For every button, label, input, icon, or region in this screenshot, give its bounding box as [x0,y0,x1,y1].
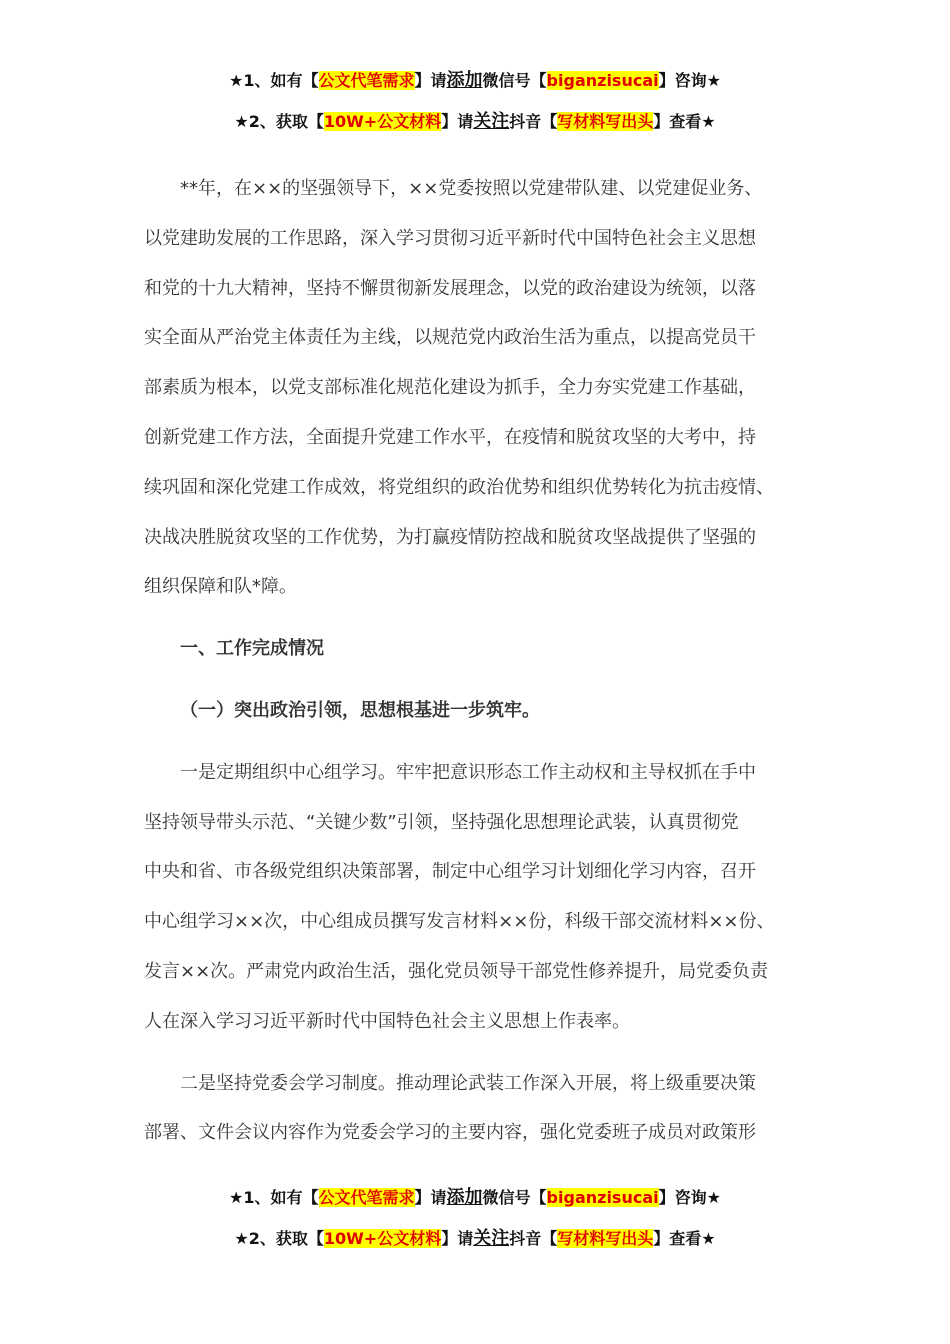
text-line: 决战决胜脱贫攻坚的工作优势，为打赢疫情防控战和脱贫攻坚战提供了坚强的 [144,526,756,548]
ad-highlight: 公文代笔需求 [318,71,415,90]
ad-suffix: 】咨询★ [658,71,721,90]
ad-highlight: 公文代笔需求 [318,1188,415,1207]
text-line: 以党建助发展的工作思路，深入学习贯彻习近平新时代中国特色社会主义思想 [144,227,756,249]
text-line: 实全面从严治党主体责任为主线，以规范党内政治生活为重点，以提高党员干 [144,327,756,349]
text-line: 中央和省、市各级党组织决策部署，制定中心组学习计划细化学习内容，召开 [144,861,756,883]
ad-line-bottom-2 [0,1228,950,1250]
text-line: 创新党建工作方法，全面提升党建工作水平，在疫情和脱贫攻坚的大考中，持 [144,426,756,448]
ad-text: 】请 [414,1188,447,1207]
ad-prefix: ★1、如有【 [229,1188,319,1207]
text-line: 一是定期组织中心组学习。牢牢把意识形态工作主动权和主导权抓在手中 [180,761,756,783]
ad-emphasis: 添加 [446,1187,483,1208]
ad-prefix: ★2、获取【 [234,1229,324,1248]
ad-line-top-1 [0,70,950,92]
ad-suffix: 】查看★ [653,112,716,131]
ad-line-bottom-1 [0,1187,950,1209]
text-line: 部素质为根本，以党支部标准化规范化建设为抓手，全力夯实党建工作基础， [144,377,756,399]
ad-suffix: 】咨询★ [658,1188,721,1207]
ad-emphasis: 添加 [446,70,483,91]
ad-text: 抖音【 [509,1229,558,1248]
text-line: 人在深入学习习近平新时代中国特色社会主义思想上作表率。 [144,1010,630,1032]
document-body [144,164,824,1158]
ad-highlight: biganzisucai [546,1188,659,1207]
ad-suffix: 】查看★ [653,1229,716,1248]
text-line: 坚持领导带头示范、“关键少数”引领，坚持强化思想理论武装，认真贯彻党 [144,811,739,833]
ad-text: 】请 [414,71,447,90]
ad-text: 抖音【 [509,112,558,131]
text-line: 和党的十九大精神，坚持不懈贯彻新发展理念，以党的政治建设为统领，以落 [144,277,756,299]
text-line: 组织保障和队*障。 [144,576,297,598]
ad-text: 】请 [441,1229,474,1248]
text-line: 部署、文件会议内容作为党委会学习的主要内容，强化党委班子成员对政策形 [144,1122,756,1144]
ad-highlight: biganzisucai [546,71,659,90]
ad-highlight: 10W+公文材料 [323,1229,442,1248]
subsection-heading: （一）突出政治引领，思想根基进一步筑牢。 [180,699,540,721]
text-line: 续巩固和深化党建工作成效，将党组织的政治优势和组织优势转化为抗击疫情、 [144,476,774,498]
body-paragraph [144,748,824,1047]
ad-prefix: ★1、如有【 [229,71,319,90]
text-line: **年，在××的坚强领导下，××党委按照以党建带队建、以党建促业务、 [180,178,763,199]
ad-highlight: 写材料写出头 [557,1229,654,1248]
intro-paragraph [144,164,824,612]
text-line: 发言××次。严肃党内政治生活，强化党员领导干部党性修养提升，局党委负责 [144,960,769,982]
text-line: 二是坚持党委会学习制度。推动理论武装工作深入开展，将上级重要决策 [180,1072,756,1094]
ad-emphasis: 关注 [473,1228,510,1249]
section-heading: 一、工作完成情况 [180,638,324,660]
text-line: 中心组学习××次，中心组成员撰写发言材料××份，科级干部交流材料××份、 [144,911,775,933]
ad-highlight: 10W+公文材料 [323,112,442,131]
ad-text: 微信号【 [482,71,547,90]
ad-emphasis: 关注 [473,111,510,132]
ad-text: 微信号【 [482,1188,547,1207]
ad-text: 】请 [441,112,474,131]
body-paragraph [144,1059,824,1159]
ad-highlight: 写材料写出头 [557,112,654,131]
ad-line-top-2 [0,111,950,133]
ad-prefix: ★2、获取【 [234,112,324,131]
